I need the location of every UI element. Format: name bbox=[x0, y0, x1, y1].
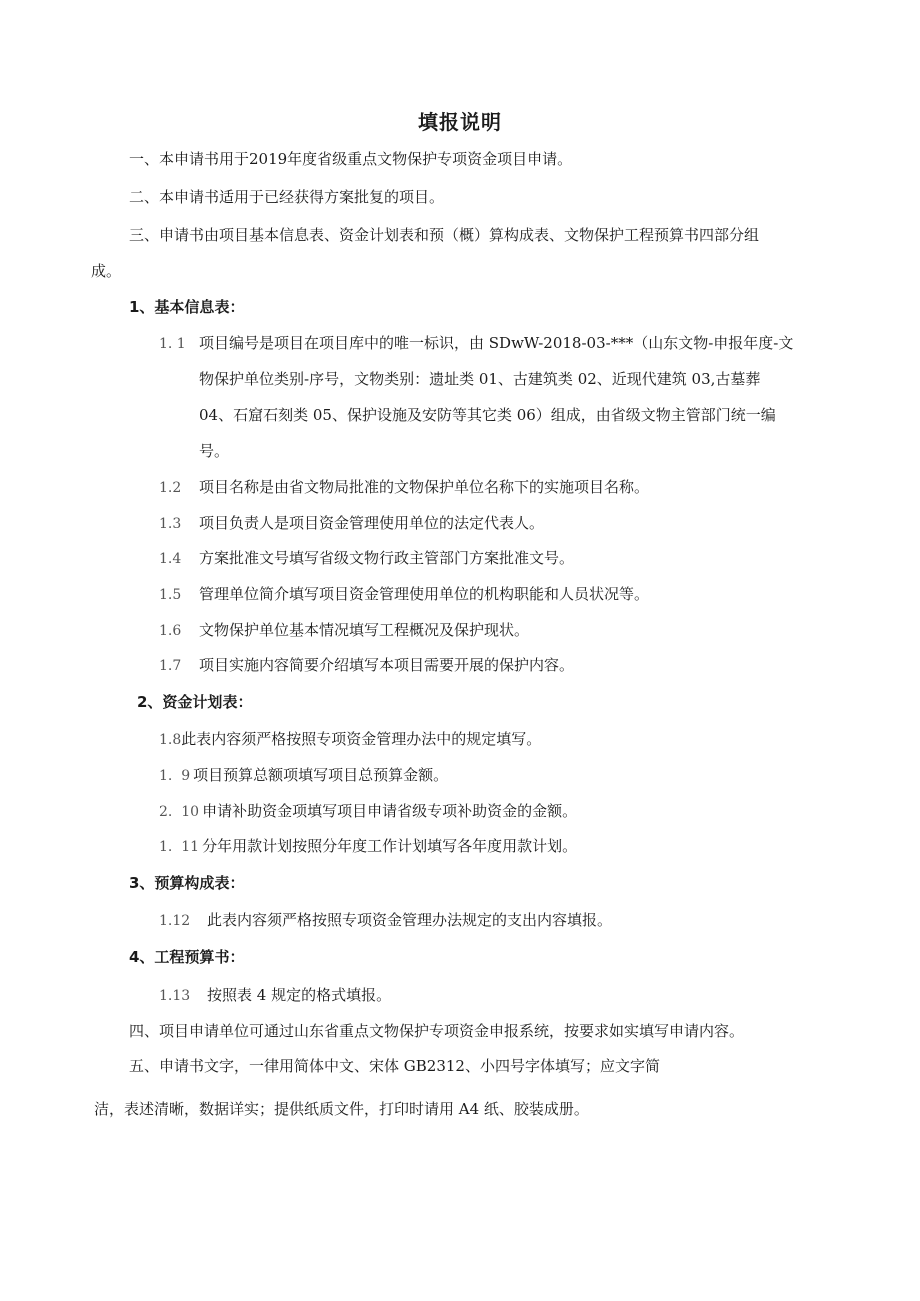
item-number: 1. 11 bbox=[159, 839, 200, 855]
item-number: 1. 9 bbox=[159, 768, 191, 784]
list-item bbox=[159, 619, 529, 642]
item-1-1-line-3: 04、石窟石刻类 05、保护设施及安防等其它类 06）组成，由省级文物主管部门统一编 bbox=[199, 406, 776, 424]
section-4-heading: 4、工程预算书： bbox=[129, 948, 245, 966]
item-number: 1.4 bbox=[159, 551, 182, 567]
section-1-heading: 1、基本信息表： bbox=[129, 298, 245, 316]
item-text: 此表内容须严格按照专项资金管理办法中的规定填写。 bbox=[181, 730, 542, 748]
item-number: 1.8 bbox=[159, 732, 182, 748]
item-text: 申请补助资金项填写项目申请省级专项补助资金的金额。 bbox=[202, 802, 578, 820]
paragraph-3-line-1: 三、申请书由项目基本信息表、资金计划表和预（概）算构成表、文物保护工程预算书四部分组 bbox=[129, 226, 760, 244]
page-title: 填报说明 bbox=[418, 110, 502, 134]
item-number: 1.7 bbox=[159, 658, 182, 674]
list-item bbox=[159, 583, 649, 606]
item-text: 项目预算总额项填写项目总预算金额。 bbox=[193, 766, 449, 784]
list-item bbox=[159, 909, 612, 932]
section-3-heading: 3、预算构成表： bbox=[129, 874, 245, 892]
paragraph-1: 一、本申请书用于2019年度省级重点文物保护专项资金项目申请。 bbox=[129, 150, 573, 168]
item-text: 方案批准文号填写省级文物行政主管部门方案批准文号。 bbox=[199, 549, 575, 567]
paragraph-5-line-1: 五、申请书文字，一律用简体中文、宋体 GB2312、小四号字体填写；应文字简 bbox=[129, 1057, 660, 1075]
item-number: 1.6 bbox=[159, 623, 182, 639]
item-text: 项目负责人是项目资金管理使用单位的法定代表人。 bbox=[199, 514, 545, 532]
list-item bbox=[159, 476, 649, 499]
item-text: 文物保护单位基本情况填写工程概况及保护现状。 bbox=[199, 621, 530, 639]
list-item bbox=[159, 835, 577, 858]
item-text: 按照表 4 规定的格式填报。 bbox=[207, 986, 392, 1004]
list-item bbox=[159, 984, 391, 1007]
item-number: 2. 10 bbox=[159, 804, 200, 820]
item-number: 1.3 bbox=[159, 516, 182, 532]
section-2-heading: 2、资金计划表： bbox=[137, 693, 253, 711]
item-1-1-line-1: 项目编号是项目在项目库中的唯一标识，由 SDwW-2018-03-***（山东文物-申报年度-文 bbox=[199, 334, 794, 352]
paragraph-4: 四、项目申请单位可通过山东省重点文物保护专项资金申报系统，按要求如实填写申请内容。 bbox=[129, 1022, 745, 1040]
item-1-1-line-2: 物保护单位类别-序号，文物类别：遗址类 01、古建筑类 02、近现代建筑 03,古墓葬 bbox=[199, 370, 761, 388]
paragraph-3-line-2: 成。 bbox=[91, 262, 122, 280]
item-text: 管理单位简介填写项目资金管理使用单位的机构职能和人员状况等。 bbox=[199, 585, 650, 603]
item-1-1-line-4: 号。 bbox=[199, 442, 230, 460]
item-text: 项目实施内容简要介绍填写本项目需要开展的保护内容。 bbox=[199, 656, 575, 674]
item-1-1-number: 1. 1 bbox=[159, 336, 186, 352]
list-item bbox=[159, 764, 448, 787]
list-item bbox=[159, 512, 544, 535]
item-number: 1.13 bbox=[159, 988, 191, 1004]
list-item bbox=[159, 547, 574, 570]
item-text: 分年用款计划按照分年度工作计划填写各年度用款计划。 bbox=[202, 837, 578, 855]
list-item bbox=[159, 728, 541, 751]
item-number: 1.12 bbox=[159, 913, 191, 929]
item-text: 此表内容须严格按照专项资金管理办法规定的支出内容填报。 bbox=[207, 911, 613, 929]
list-item bbox=[159, 800, 577, 823]
list-item bbox=[159, 654, 574, 677]
paragraph-5-line-2: 洁，表述清晰，数据详实；提供纸质文件，打印时请用 A4 纸、胶装成册。 bbox=[94, 1100, 589, 1118]
item-text: 项目名称是由省文物局批准的文物保护单位名称下的实施项目名称。 bbox=[199, 478, 650, 496]
item-number: 1.2 bbox=[159, 480, 182, 496]
paragraph-2: 二、本申请书适用于已经获得方案批复的项目。 bbox=[129, 188, 445, 206]
item-number: 1.5 bbox=[159, 587, 182, 603]
